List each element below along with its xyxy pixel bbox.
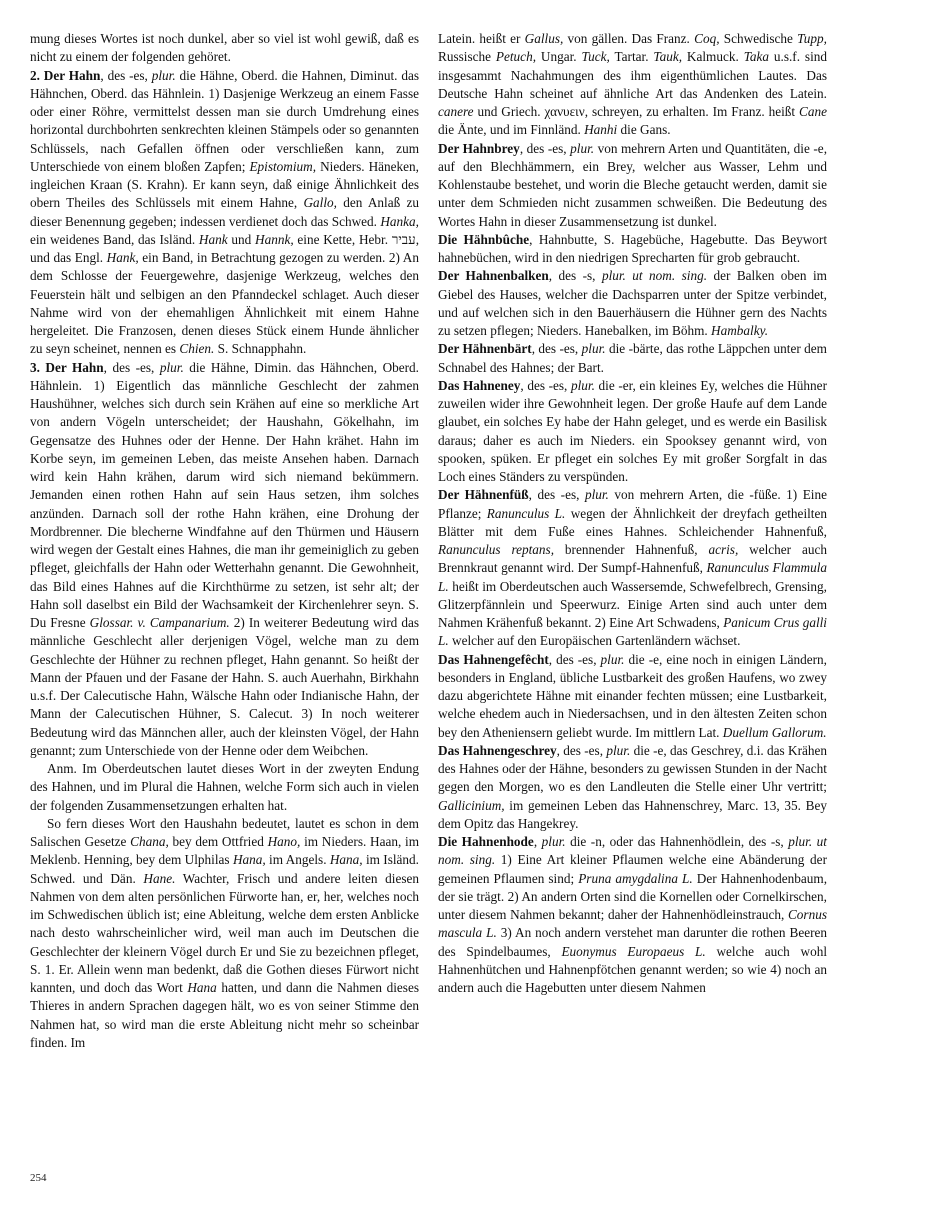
dictionary-entry xyxy=(438,742,827,833)
text-run: eine Kette, Hebr. עביר, und das Engl. xyxy=(30,231,419,265)
dictionary-entry xyxy=(438,651,827,742)
text-run: welcher auf den Europäischen Gartenländern wächset. xyxy=(448,633,741,649)
text-run: der Balken oben im Giebel des Hauses, welcher die Dachsparren unter der Spitze verbindet, und auf welchen sich in den Bauerhäusern die Hühner gern des Nachts zu setzen pflegen; Nieders. Hanebalken, im Böhm. xyxy=(438,268,827,338)
text-run: wegen der Ähnlichkeit der dreyfach getheilten Blätter mit dem Fuße eines Hahnes. Schleichender Hahnenfuß, xyxy=(438,505,827,539)
text-run: , des -es, xyxy=(548,651,601,667)
italic-term: Gallicinium, xyxy=(438,797,505,813)
italic-term: Tupp, xyxy=(797,31,827,46)
headword: Der Hahnenbalken xyxy=(438,268,549,284)
italic-term: plur. xyxy=(151,67,176,83)
text-run: im Isländ. Schwed. und Dän. xyxy=(30,852,419,886)
italic-term: plur. ut nom. sing. xyxy=(438,834,827,868)
italic-term: Tauk, xyxy=(653,49,683,65)
dictionary-entry xyxy=(438,833,827,997)
text-run: die -e, eine noch in einigen Ländern, besonders in England, übliche Lustbarkeit des großen Haufens, wo zwey dazu abgerichtete Hähne mit einander fechten müssen; eine Lustbarkeit, welche ehedem auch in Niedersachsen, und in den ältesten Zeiten schon bey den Atheniensern geliebt wurde. Im mittlern Lat. xyxy=(438,651,827,740)
dictionary-entry xyxy=(30,359,419,761)
dictionary-entry xyxy=(438,267,827,340)
italic-term: Cane xyxy=(799,104,827,119)
text-run: die -bärte, das rothe Läppchen unter dem Schnabel des Hahnes; der Bart. xyxy=(438,341,827,375)
italic-term: Chana, xyxy=(130,834,169,849)
text-run: Ungar. xyxy=(536,49,582,65)
dictionary-entry xyxy=(438,377,827,487)
text-run: die Änte, und im Finnländ. xyxy=(438,122,585,138)
headword: Das Hahnengefêcht xyxy=(438,651,549,667)
italic-term: plur. xyxy=(570,140,595,156)
text-run: von mehrern Arten und Quantitäten, die -e, auf den Blechhämmern, ein Brey, welcher aus Wasser, Lehm und Kohlenstaube bestehet, und worin die Bleche getaucht werden, damit sie unter dem Schmieden nicht zusammen schweißen. Die Bedeutung des Wortes Hahn in dieser Zusammensetzung ist dunkel. xyxy=(438,140,828,229)
text-run: Anm. Im Oberdeutschen lautet dieses Wort in der zweyten Endung des Hahnen, und im Plural die Hahnen, welche Form sich auch in vielen der folgenden Zusammensetzungen erhalten hat. xyxy=(30,761,419,813)
text-run: u.s.f. sind insgesammt Nachahmungen des ihm eigenthümlichen Lautes. Das Deutsche Hahn scheinet auf ähnliche Art das Andenken des Latein. xyxy=(438,49,828,101)
dictionary-entry xyxy=(438,340,827,377)
text-run: brennender Hahnenfuß, xyxy=(554,542,709,557)
text-run: , des -s, xyxy=(548,268,602,284)
italic-term: Petuch, xyxy=(495,49,537,65)
text-run: im Nieders. Haan, im Meklenb. Henning, bey dem Ulphilas xyxy=(30,834,420,868)
italic-term: Taka xyxy=(743,49,769,65)
italic-term: Ranunculus Flammula L. xyxy=(438,560,828,594)
text-run: 2) In weiterer Bedeutung wird das männliche Geschlecht aller derjenigen Vögel, welche man zu dem Geschlechte der Hühner zu rechnen pfleget, Hahn genannt. So heißt der Mann der Pfauen und der Fasane der Hahn. S. auch Auerhahn, Birkhahn u.s.f. Der Calecutische Hahn, Wälsche Hahn oder Indianische Hahn, der Mann der Calecutischen Hühner, S. Calecut. 3) In noch weiterer Bedeutung wird das Männchen aller, auch der kleinsten Vögel, der Hahn genannt; zum Unterschiede von der Henne oder dem Weibchen. xyxy=(30,615,419,758)
headword: Der Hahnbrey xyxy=(438,140,520,156)
text-run: die -er, ein kleines Ey, welches die Hühner zuweilen wider ihre Gewohnheit legen. Der große Haufe auf dem Lande glaubet, ein solches Ey habe der Hahn geleget, und es werde ein Basilisk daraus; daher es auch im Nieders. ein Spooksey genannt wird, von spooken, spüken. Er pfleget ein solches Ey mit großer Sorgfalt in das Loch eines Ständers zu verspünden. xyxy=(438,377,827,484)
dictionary-entry xyxy=(30,67,419,359)
italic-term: Chien. xyxy=(179,341,215,357)
italic-term: Hank xyxy=(198,231,228,247)
text-run: von gällen. Das Franz. xyxy=(563,31,695,46)
text-run: Tartar. xyxy=(609,49,654,65)
italic-term: Euonymus Europaeus L. xyxy=(561,943,706,959)
italic-term: Hanka, xyxy=(380,213,419,229)
italic-term: canere xyxy=(438,104,474,119)
italic-term: Gallus, xyxy=(524,31,564,46)
italic-term: Hano, xyxy=(267,834,301,849)
italic-term: Hank, xyxy=(106,250,139,265)
italic-term: Ranunculus L. xyxy=(486,505,566,521)
headword: Das Hahnengeschrey xyxy=(438,742,557,758)
italic-term: plur. xyxy=(606,742,631,758)
text-run: ein Band, in Betrachtung gezogen zu werden. 2) An dem Schlosse der Feuergewehre, dasjenige Werkzeug, welches den Feuerstein hält und selbigen an den Pfanndeckel schlaget. Auch dieser Nahme wird von der ehemahligen Ähnlichkeit mit einem Hahne hergeleitet. Die Franzosen, denen dieses Stück einem Hunde ähnlicher zu seyn scheinet, nennen es xyxy=(30,250,419,357)
text-run: Kalmuck. xyxy=(682,49,744,65)
text-run: die Gans. xyxy=(617,122,671,138)
italic-term: Cornus mascula L. xyxy=(438,907,827,941)
text-run: den Anlaß zu dieser Benennung gegeben; indessen verdienet doch das Schwed. xyxy=(30,195,419,229)
headword: Die Hähnbûche xyxy=(438,231,530,247)
headword: Das Hahneney xyxy=(438,377,521,393)
italic-term: Hannk, xyxy=(255,231,294,247)
dictionary-entry xyxy=(438,486,827,650)
text-run: die Hähne, Dimin. das Hähnchen, Oberd. Hähnlein. 1) Eigentlich das männliche Geschlecht der zahmen Haushühner, welches sich durch sein Krähen auf eine so merkliche Art von andern Vögeln unterscheidet; der Haushahn, Gökelhahn, im Gegensatze des Huhnes oder der Henne. Der Hahn krähet. Hahn im Korbe seyn, im gemeinen Leben, das meiste Ansehen haben. Darnach wird kein Hahn krähen, darum wird sich niemand bekümmern. Jemanden einen rothen Hahn auf sein Haus setzen, ihm solches anzünden. Darnach soll der rothe Hahn krähen, eine Drohung der Mordbrenner. Die blecherne Windfahne auf den Thürmen und Häusern wird wegen der Gestalt eines Hahnes, die man ihr gemeiniglich zu geben pfleget, gleichfalls der Hahn oder Wetterhahn genannt. Die Gewohnheit, das Bild eines Hahnes auf die Kirchthürme zu setzen, ist sehr alt; der Hahn soll daselbst ein Bild der Wachsamkeit der Kirchenlehrer seyn. S. Du Fresne xyxy=(30,359,419,630)
italic-term: Hane. xyxy=(143,870,176,886)
italic-term: Hana, xyxy=(329,852,363,868)
headword: Der Hähnenbärt xyxy=(438,341,532,357)
text-run: , des -es, xyxy=(520,377,571,393)
text-run: , des -es, xyxy=(556,742,607,758)
italic-term: plur. xyxy=(584,487,609,503)
italic-term: Coq, xyxy=(694,31,720,46)
text-run: und xyxy=(227,231,255,247)
italic-term: plur. xyxy=(600,651,625,667)
page-number: 254 xyxy=(30,1172,47,1184)
italic-term: Gallo, xyxy=(303,195,337,211)
headword: Die Hahnenhode xyxy=(438,834,534,849)
text-run: Nieders. Häneken, ingleichen Kraan (S. Krahn). Er kann seyn, daß einige Ähnlichkeit des obern Theiles des Schlüssels mit einem Hahne, xyxy=(30,158,419,211)
text-run: und Griech. χανυειν, schreyen, zu erhalten. Im Franz. heißt xyxy=(473,104,800,119)
italic-term: acris, xyxy=(708,542,739,557)
text-run: welche auch wohl Hahnenhütchen und Hahnenpfötchen genannt werden; so wie 4) noch an andern auch die Hagebutten unter diesem Nahmen xyxy=(438,943,828,995)
text-run: Russische xyxy=(438,49,496,65)
italic-term: Duellum Gallorum. xyxy=(722,724,827,740)
italic-term: Hanhi xyxy=(584,122,618,138)
text-run: die -n, oder das Hahnenhödlein, des -s, xyxy=(565,834,789,849)
dictionary-entry xyxy=(438,231,827,268)
italic-term: plur. xyxy=(541,834,566,849)
text-paragraph xyxy=(438,30,827,140)
headword: Der Hähnenfüß xyxy=(438,487,529,503)
text-run: hatten, und dann die Nahmen dieses Thieres in andern Sprachen dagegen hält, wo es von seiner Stimme den Nahmen hat, so wird man die erste Ableitung nicht mehr so scheinbar finden. Im xyxy=(30,980,419,1050)
text-run: Schwedische xyxy=(719,31,798,46)
italic-term: Hambalky. xyxy=(711,323,769,338)
italic-term: plur. xyxy=(159,359,184,375)
text-run: im gemeinen Leben das Hahnenschrey, Marc. 13, 35. Bey dem Opitz das Hangekrey. xyxy=(438,797,827,831)
text-run: ein weidenes Band, das Isländ. xyxy=(30,231,199,247)
text-run: , Hahnbutte, S. Hagebüche, Hagebutte. Das Beywort hahnebüchen, wird in den niedrigen Sprecharten für grob gebraucht. xyxy=(438,231,828,265)
right-column xyxy=(438,30,827,997)
italic-term: Glossar. v. Campanarium. xyxy=(89,615,230,630)
text-run: im Angels. xyxy=(265,852,330,868)
italic-term: Hana xyxy=(187,980,217,995)
italic-term: Epistomium, xyxy=(249,158,317,174)
italic-term: Tuck, xyxy=(581,49,610,65)
text-run: welcher auch Brennkraut genannt wird. Der Sumpf-Hahnenfuß, xyxy=(438,542,827,576)
text-run: Der Hahnenhodenbaum, der sie trägt. 2) An andern Orten sind die Kornellen oder Cornelkirschen, unter diesem Nahmen bekannt; daher der Hahnenhödleinstrauch, xyxy=(438,870,828,922)
text-run: 3) An noch andern verstehet man darunter die rothen Beeren des Spindelbaumes, xyxy=(438,925,827,959)
italic-term: Ranunculus reptans, xyxy=(438,542,555,557)
italic-term: Panicum Crus galli L. xyxy=(438,615,827,649)
italic-term: Pruna amygdalina L. xyxy=(578,870,693,886)
italic-term: plur. xyxy=(570,377,595,393)
text-run: S. Schnapphahn. xyxy=(214,341,307,357)
text-paragraph xyxy=(30,30,419,67)
italic-term: plur. ut nom. sing. xyxy=(601,268,708,284)
text-run: heißt im Oberdeutschen auch Wassersemde, Schwefelbrech, Grensing, Glitzerpfännlein und Speerwurz. Einige Arten sind auch unter dem Nahmen Krähenfuß bekannt. 2) Eine Art Schwadens, xyxy=(438,578,827,630)
annotation-paragraph xyxy=(30,760,419,815)
headword: 3. Der Hahn xyxy=(30,359,104,375)
text-run: , des -es, xyxy=(103,359,160,375)
text-run: die -e, das Geschrey, d.i. das Krähen des Hahnes oder der Hähne, besonders zu gewissen Stunden in der Nacht gegen den Morgen, wo es den Landleuten die Stelle einer Uhr vertritt; xyxy=(438,742,827,795)
text-run: So fern dieses Wort den Haushahn bedeutet, lautet es schon in dem Salischen Gesetze xyxy=(30,815,419,849)
text-run: die Hähne, Oberd. die Hahnen, Diminut. das Hähnchen, Oberd. das Hähnlein. 1) Dasjenige Werkzeug an einem Fasse oder einer Röhre, vermittelst dessen man sie durch Umdrehung eines horizontal durchbohrten senkrechten kleinen Stämpels oder so genannten Schlüssels, nach Gefallen öffnen oder verschließen kann, zum Unterschiede von einem bloßen Zapfen; xyxy=(30,67,420,174)
left-column xyxy=(30,30,419,1052)
text-run: bey dem Ottfried xyxy=(168,834,268,849)
text-run: , des -es, xyxy=(519,140,571,156)
text-run: Latein. heißt er xyxy=(438,31,525,46)
text-run: Wachter, Frisch und andere leiten diesen Nahmen von dem alten persönlichen Fürworte han, er, her, welches noch im Schwedischen üblich ist; eine Ableitung, welche dem ersten Anblicke nach desto wahrscheinlicher wird, weil man auch im Deutschen die Geschlechter der kleinern Vögel durch Er und Sie zu bezeichnen pfleget, S. 1. Er. Allein wenn man bedenkt, daß die Gothen dieses Fürwort nicht kannten, und doch das Wort xyxy=(30,870,420,995)
text-run: , des -es, xyxy=(531,341,582,357)
headword: 2. Der Hahn xyxy=(30,67,101,83)
text-run: von mehrern Arten, die -füße. 1) Eine Pflanze; xyxy=(438,487,827,521)
italic-term: plur. xyxy=(581,341,606,357)
text-run: , des -es, xyxy=(528,487,585,503)
text-run: , des -es, xyxy=(100,67,152,83)
dictionary-entry xyxy=(438,140,827,231)
text-run: , xyxy=(533,834,542,849)
text-run: mung dieses Wortes ist noch dunkel, aber so viel ist wohl gewiß, daß es nicht zu einem der folgenden gehöret. xyxy=(30,31,419,65)
italic-term: Hana, xyxy=(232,852,266,868)
text-run: 1) Eine Art kleiner Pflaumen welche eine Abänderung der gemeinen Pflaumen sind; xyxy=(438,852,827,886)
annotation-paragraph xyxy=(30,815,419,1052)
